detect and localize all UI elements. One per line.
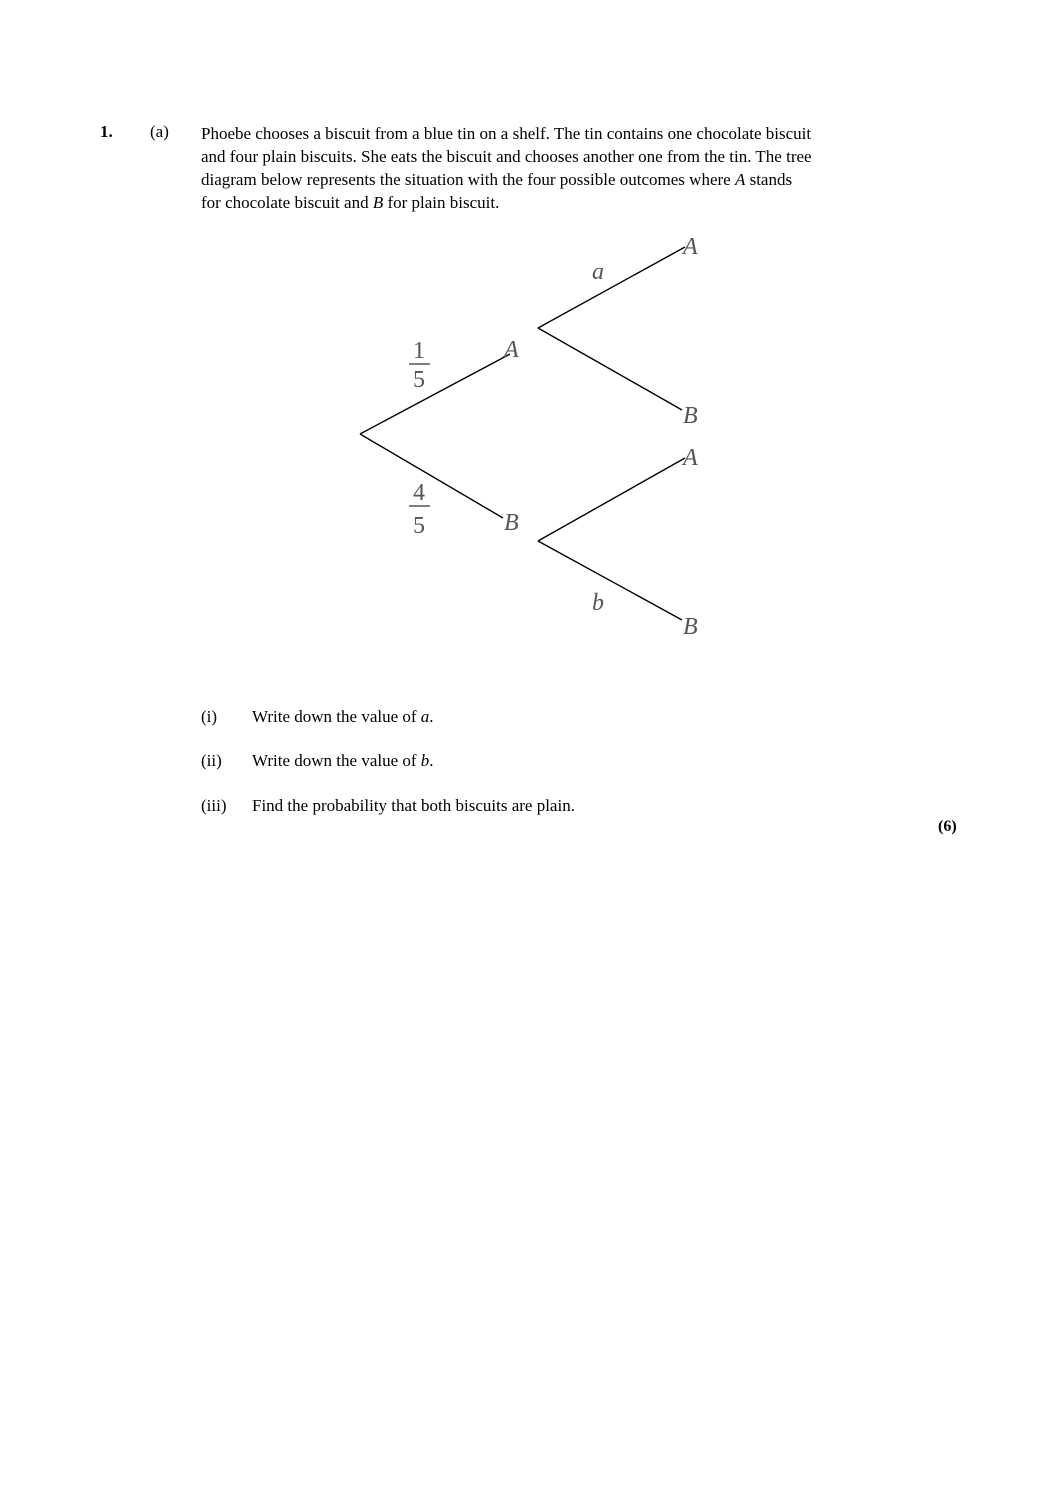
marks-total: (6)	[938, 818, 957, 835]
subpart-number: (ii)	[201, 751, 222, 770]
subpart-variable: b	[420, 751, 430, 770]
question-part-label: (a)	[150, 122, 169, 141]
branch-first-lower	[360, 434, 503, 518]
stem-text: for plain biscuit.	[383, 193, 500, 212]
outcome-first-A: A	[504, 337, 519, 363]
subpart-number: (iii)	[201, 796, 227, 815]
stem-text: and four plain biscuits. She eats the biscuit and chooses another one from the tin. The tree	[201, 147, 812, 166]
subpart-text-part: Find the probability that both biscuits are plain.	[252, 796, 575, 815]
stem-text: Phoebe chooses a biscuit from a blue tin on a shelf. The tin contains one chocolate biscuit	[201, 124, 812, 143]
stem-variable-B: B	[372, 193, 384, 212]
outcome-first-B: B	[504, 510, 519, 536]
subpart-text-part: Write down the value of	[252, 707, 421, 726]
branch-B-upper	[538, 458, 685, 541]
branch-label-b: b	[592, 590, 604, 616]
subpart-number: (i)	[201, 707, 218, 726]
subpart-text-part: .	[429, 707, 434, 726]
subpart-text	[252, 707, 434, 727]
stem-variable-A: A	[734, 170, 746, 189]
outcome-BA: A	[683, 445, 698, 471]
branch-label-a: a	[592, 259, 604, 285]
question-number: 1.	[100, 122, 113, 141]
tree-diagram	[0, 0, 1058, 700]
outcome-AB: B	[683, 403, 698, 429]
stem-text: diagram below represents the situation with the four possible outcomes where	[201, 170, 735, 189]
stem-text: stands	[745, 170, 793, 189]
branch-A-lower	[538, 328, 682, 410]
fraction-numerator: 1	[413, 338, 425, 364]
branch-B-lower	[538, 541, 682, 620]
fraction-denominator: 5	[413, 513, 425, 539]
outcome-BB: B	[683, 614, 698, 640]
subpart-text	[252, 796, 575, 816]
outcome-AA: A	[683, 234, 698, 260]
subpart-text-part: Write down the value of	[252, 751, 421, 770]
subpart-text-part: .	[429, 751, 434, 770]
subpart-variable: a	[420, 707, 430, 726]
subpart-text	[252, 751, 434, 771]
branch-first-upper	[360, 354, 510, 434]
branch-A-upper	[538, 247, 685, 328]
fraction-denominator: 5	[413, 367, 425, 393]
stem-text: for chocolate biscuit and	[201, 193, 373, 212]
fraction-numerator: 4	[413, 480, 425, 506]
